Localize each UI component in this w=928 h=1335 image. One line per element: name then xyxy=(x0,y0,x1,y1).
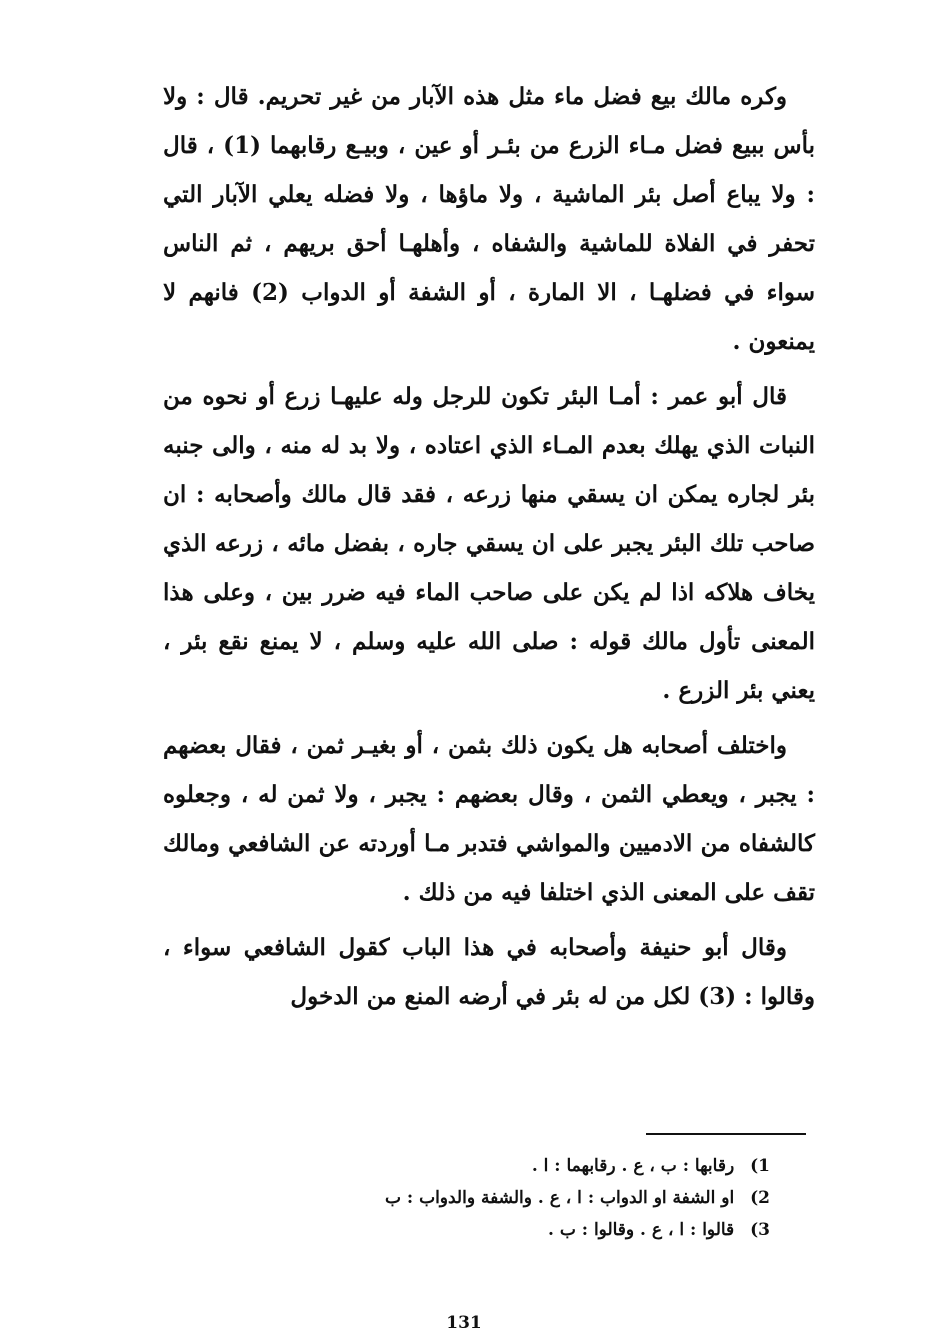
footnote-2-text: او الشفة او الدواب : ا ، ع . والشفة والدواب : ب xyxy=(384,1188,735,1208)
footnote-3-number: 3) xyxy=(750,1220,770,1240)
paragraph-1: وكره مالك بيع فضل ماء مثل هذه الآبار من غير تحريم. قال : ولا بأس ببيع فضل مـاء الزرع من بئـر أو عين ، وبيـع رقابهما (1) ، قال : ولا يباع أصل بئر الماشية ، ولا ماؤها ، ولا فضله يعلي الآبار التي تحفر في الفلاة للماشية والشفاه ، وأهلهـا أحق بريهم ، ثم الناس سواء في فضلهـا ، الا المارة ، أو الشفة أو الدواب (2) فانهم لا يمنعون . xyxy=(163,83,815,355)
page-number: 131 xyxy=(446,1313,482,1333)
main-text-block xyxy=(163,72,815,1027)
paragraph-2: قال أبو عمر : أمـا البئر تكون للرجل وله عليهـا زرع أو نحوه من النبات الذي يهلك بعدم المـاء الذي اعتاده ، ولا بد له منه ، والى جنبه بئر لجاره يمكن ان يسقي منها زرعه ، فقد قال مالك وأصحابه : ان صاحب تلك البئر يجبر على ان يسقي جاره ، بفضل مائه ، زرعه الذي يخاف هلاكه اذا لم يكن على صاحب الماء فيه ضرر بين ، وعلى هذا المعنى تأول مالك قوله : صلى الله عليه وسلم ، لا يمنع نقع بئر ، يعني بئر الزرع . xyxy=(163,383,815,704)
paragraph-3: واختلف أصحابه هل يكون ذلك بثمن ، أو بغيـر ثمن ، فقال بعضهم : يجبر ، ويعطي الثمن ، وقال بعضهم : يجبر ، ولا ثمن له ، وجعلوه كالشفاه من الادميين والمواشي فتدبر مـا أوردته عن الشافعي ومالك تقف على المعنى الذي اختلفا فيه من ذلك . xyxy=(163,732,815,906)
footnote-2 xyxy=(270,1182,770,1214)
footnote-3-text: قالوا : ا ، ع . وقالوا : ب . xyxy=(547,1220,735,1240)
footnote-1-text: رقابها : ب ، ع . رقابهما : ا . xyxy=(531,1156,735,1176)
footnote-1-number: 1) xyxy=(750,1156,770,1176)
footnote-1 xyxy=(270,1150,770,1182)
footnotes xyxy=(270,1150,770,1246)
footnote-2-number: 2) xyxy=(750,1188,770,1208)
footnote-3 xyxy=(270,1214,770,1246)
paragraph-4: وقال أبو حنيفة وأصحابه في هذا الباب كقول الشافعي سواء ، وقالوا : (3) لكل من له بئر في أرضه المنع من الدخول xyxy=(163,934,815,1010)
footnote-divider xyxy=(646,1133,806,1135)
